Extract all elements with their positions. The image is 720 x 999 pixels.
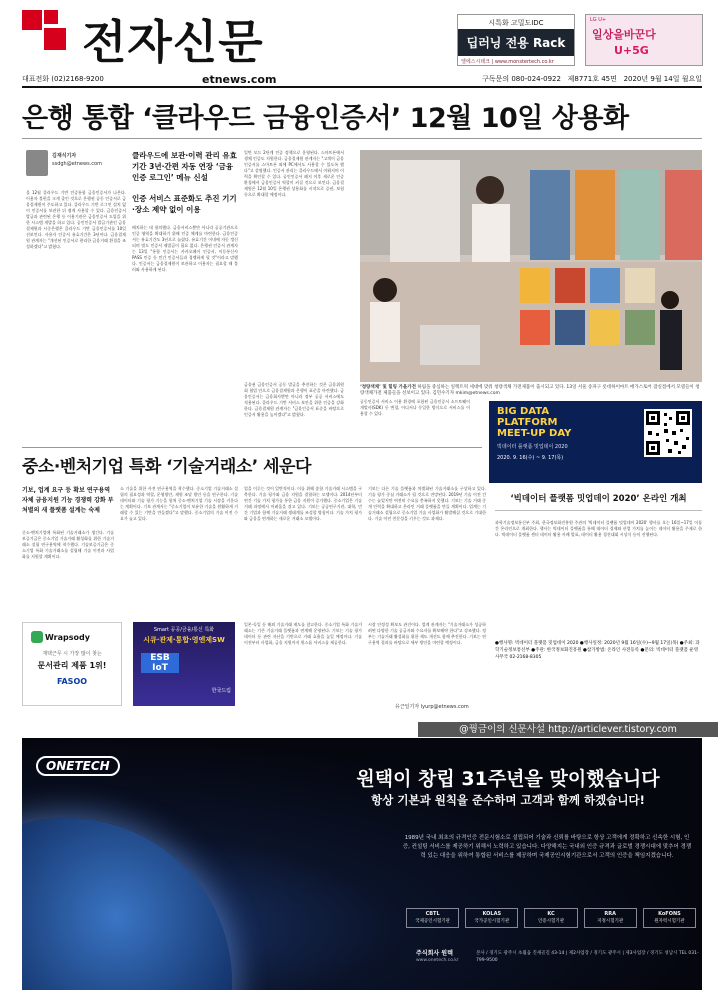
onetech-address: 본사 / 경기도 광주시 초월읍 진새골길 43-14 | 제2사업장 / 경기도 광주시 | 제3사업장 / 경기도 성남시 TEL 031-799-9500: [476, 951, 699, 963]
ad-bigdata-title-2: PLATFORM: [497, 417, 558, 428]
article3-headline[interactable]: ‘빅데이터 플랫폼 밋업데이 2020’ 온라인 개최: [510, 494, 687, 504]
article2-column-1: 중소·벤처기업에 특화된 기술거래소가 생긴다. 기술보증기금은 중소기업 기술거래 활성화를 위한 기술거래소 설립 연구용역에 착수했다. 기술보증기금은 중소기업 특화 기술거래소를 설립해 기술 이전과 사업화를 지원할 계획이다.: [22, 530, 114, 559]
article3-body: 과학기술정보통신부 주최, 한국정보화진흥원 주관의 '빅데이터 플랫폼 밋업데이 2020' 행사를 오는 16일~17일 이틀간 온라인으로 개최한다. 행사는 빅데이터 플랫폼을 통해 데이터 경제와 산업 가치를 높이는 데이터 활용을 주제로 한다. 빅데이터 플랫폼 센터 데이터 활용 사례 발표, 데이터 활용 경진대회 시상식 등이 진행된다.: [495, 520, 702, 537]
article2-column-6: 시장 안정성 확보도 관건이다. 업계 관계자는 "기술거래소가 성공하려면 다양한 기술 공급자와 수요자를 확보해야 한다"고 강조했다. 정부는 기술거래 활성화를 위한 제도 개선도 함께 추진한다. 기보는 연구용역 결과를 바탕으로 세부 방안을 마련할 예정이다.: [368, 622, 486, 645]
dateline-bar: [22, 72, 702, 88]
ad-smart-line1: Smart 공공/금융/통신 특화: [153, 627, 215, 633]
onetech-footer: [416, 950, 702, 964]
site-link[interactable]: etnews.com: [202, 72, 277, 86]
ad-smart-line2: 시큐·관제·통합·영엔제SW: [143, 636, 225, 644]
article2-subheadline: 기보, 업계 요구 등 확보 연구용역 자체 금융지원 기능 경쟁력 강화 부처별의 새 플랫폼 설계는 숙제: [22, 487, 114, 514]
article1-headline[interactable]: 은행 통합 ‘클라우드 금융인증서’ 12월 10일 상용화: [22, 103, 629, 134]
ad-uplus-line1: 일상을바꾼다: [592, 28, 656, 41]
ad-uplus-line2: U+5G: [614, 44, 649, 57]
cert-badge: KC 인증시험기관: [524, 908, 577, 928]
ad-wrapsody-line3: FASOO: [56, 677, 88, 686]
article1-column-2-text: 배치하는 데 합의했다. 금융서비스뿐만 아니라 공공기관으로 인증 영역을 확대하기 위해 인증 체계를 마련한다. 금융인증서는 유효기간도 3년으로 늘렸다. 유효기간 이내에 자동 갱신되며 별도 인증서 재발급이 필요 없다. 은행권 인증서 관계자는 13일 "통합 인증서는 카카오페이 인증서, 이동통신사 PASS 인증 등 민간 인증서들과 경쟁하게 될 것"이라고 말했다. 인증서는 금융결제원이 보관하고 이용자는 필요할 때 불러와 사용하게 된다.: [132, 225, 238, 272]
blog-watermark: @꿩금이의 신문사설 http://articlever.tistory.com: [418, 722, 718, 737]
cert-badge: KOLAS 국가공인시험기관: [465, 908, 518, 928]
article2-byline: 유근일기자 lyurp@etnews.com: [395, 704, 469, 710]
ad-onetech[interactable]: [22, 738, 702, 990]
article1-byline: [52, 152, 102, 168]
qr-code-icon[interactable]: [644, 409, 692, 457]
article1-subheadline-1: 클라우드에 보관·이력 관리 유효기간 3년·간편 자동 연장 ‘금융인증 로그인’ 메뉴 신설: [132, 151, 237, 182]
article3-details: ●행사명: 빅데이터 플랫폼 밋업데이 2020 ●행사일정: 2020년 9월 16일(수)~9월 17일(목) ●주최: 과학기술정보통신부 ●주관: 한국정보화진흥원 ●참가방법: 온라인 사전등록 ●문의: 빅데이터 플랫폼 운영 사무국 02-2168-8305: [495, 641, 700, 660]
article1-column-5: 공동인증서 서비스 이용 환경에 포함된 금융인증서 소프트웨어 개발사(SDK) 등 변경, 어디서나 동일한 방식으로 서비스를 이용할 수 있다.: [360, 399, 470, 416]
ad-rack-url: 엘에스시테크 | www.monstertech.co.kr: [461, 59, 554, 65]
reporter-avatar: [26, 150, 48, 176]
ad-rack-brand: 시특화 고밀도IDC: [488, 19, 544, 27]
wrapsody-logo-icon: [31, 631, 43, 643]
article-photo-appliances[interactable]: [360, 150, 702, 382]
cert-row: [406, 908, 696, 928]
article1-subheadline-2: 인증 서비스 표준화도 추진 기기·장소 제약 없이 이용: [132, 194, 237, 214]
issue-info: [342, 74, 702, 84]
photo-caption-title: ‘청량색채’ 및 힐링 가을가전: [360, 385, 416, 390]
article2-column-4: 기보는 다른 기술 플랫폼과 차별화된 기술거래소를 구상하고 있다. 기술 평가 중심 거래소가 될 것으로 전망된다. 2019년 기술 이전 건수는 늘었지만 여전히 수요를 충족하지 못했다. 기보는 기술 거래 중개 인력을 확대하고 온라인 거래 플랫폼을 만들 계획이다. 업계는 기술거래소 설립으로 중소기업 기술 사업화가 활발해질 것으로 기대한다. 기술 이전 전문성을 키우는 것도 과제다.: [368, 486, 486, 521]
ad-smart-sw[interactable]: [133, 622, 235, 706]
onetech-headline: 원택이 창립 31주년을 맞이했습니다: [356, 768, 660, 790]
article2-headline[interactable]: 중소·벤처기업 특화 ‘기술거래소’ 세운다: [22, 457, 311, 477]
onetech-subhead: 항상 기본과 원칙을 준수하며 고객과 함께 하겠습니다!: [371, 793, 645, 807]
company-name: 주식회사 원텍: [416, 950, 453, 957]
divider: [22, 138, 702, 139]
ad-bigdata-title-3: MEET-UP DAY: [497, 428, 572, 439]
ad-bigdata-meetup[interactable]: [489, 401, 702, 483]
ad-wrapsody-line1: 재택근무 시 가장 많이 찾는: [42, 651, 102, 657]
photo-caption-text: 하림을 중심하는 일렉트릭 세대에 맞춰 청량색채 가전제품이 출시되고 있다. 13일 서울 송파구 롯데하이마트 매가스토어 잠실점에서 모델들이 청량색채가전 제품들을 선보이고 있다.: [360, 385, 700, 396]
article2-column-5: 일본·독일 등 해외 기술거래 제도를 참고한다. 중소기업 특화 기술거래소는 기존 기술거래 플랫폼과 연계해 운영된다. 기보는 기술 평가 데이터 등 관련 자산을 기반으로 거래 효율을 높일 예정이다. 기술 이전부터 사업화, 금융 지원까지 원스톱 서비스를 제공한다.: [244, 622, 362, 645]
photo-caption: [360, 385, 702, 397]
onetech-company: [416, 950, 476, 964]
etnews-logo-mark: [22, 6, 74, 58]
ad-uplus-brand: LG U+: [590, 17, 607, 23]
ad-wrapsody-brand: Wrapsody: [45, 633, 90, 642]
ad-rack-main: 딥러닝 전용 Rack: [458, 29, 574, 56]
phone-number: 대표전화 (02)2168-9200: [22, 75, 104, 83]
ad-bigdata-title-1: BIG DATA: [497, 406, 550, 417]
reporter-email: ssdgh@etnews.com: [52, 161, 102, 167]
ad-smart-line4: 한국드림: [211, 688, 231, 694]
ad-wrapsody[interactable]: [22, 622, 122, 706]
issue-number: 제8771호 45면: [567, 75, 617, 83]
divider: [495, 510, 702, 511]
ad-uplus-5g[interactable]: [585, 14, 703, 66]
ad-bigdata-sub: 빅데이터 플랫폼 밋업데이 2020: [497, 444, 568, 450]
cert-badge: CBTL 국제공인시험기관: [406, 908, 459, 928]
earth-planet-image: [22, 818, 232, 990]
ad-wrapsody-line2: 문서관리 제품 1위!: [37, 661, 107, 670]
article1-column-2: [132, 150, 238, 273]
ad-deep-learning-rack[interactable]: [457, 14, 575, 66]
photo-credit: 김민수기자 mkim@etnews.com: [432, 391, 500, 396]
subscribe-number: 구독문의 080-024-0922: [482, 75, 561, 83]
article1-column-3: 일반 모드 2단계 인증 정책으로 운영된다. 스마트폰에서 생체 인증도 지원한다. 금융결제원 관계자는 "고객이 금융인증서를 스마트폰 외에 PC에서도 사용할 수 있도록 했다"고 설명했다. 인증서 관리는 클라우드에서 이뤄지며 이력을 확인할 수 있다. 공인인증서 폐지 이후 새로운 인증 환경에서 금융인증서 역할이 커질 것으로 보인다. 금융결제원은 12월 10일 은행권 상용화를 시작으로 증권, 보험 등으로 확대할 예정이다.: [244, 150, 344, 197]
article2-column-2: 소 기술을 위한 사전 연구용역을 착수했다. 중소기업 기술거래소 설립의 필요성과 역할, 운영방안, 재원 조달 방안 등을 연구한다. 기술 데이터와 기술 평가 기능을 합쳐 중소·벤처기업 기술 시장을 키운다는 계획이다. 기보 관계자는 "중소기업이 보유한 기술을 원활하게 거래할 수 있는 기반을 만들겠다"고 말했다. 중소기업의 기술 이전 수요가 늘고 있다.: [120, 486, 238, 521]
article1-column-4: 금융권 금융인증서 공동 발급을 추진하는 것은 금융위원회 협업 안으로 금융결제원과 은행이 표준을 마련했다. 금융인증서는 금융회사뿐만 아니라 정부 공공 서비스에도 적용된다. 클라우드 기반 서비스 보안을 위한 인증을 강화한다. 금융결제원 관계자는 "금융인증서 표준을 바탕으로 인증서 활용을 높이겠다"고 밝혔다.: [244, 382, 344, 417]
reporter-name: 김재식기자: [52, 153, 77, 159]
divider: [22, 447, 482, 448]
cert-badge: KoFONS 원자력시험기관: [643, 908, 696, 928]
cert-badge: RRA 지정시험기관: [584, 908, 637, 928]
article2-column-3: 업을 이루는 것이 일반적이다. 이를 위해 종합 기술거래 시스템을 구축한다. 기술 평가와 금융 지원을 결합하는 모델이다. 2014년부터 연간 기술 가치 평가를 통한 금융 지원이 증가했다. 중소기업은 기술 거래 과정에서 어려움을 겪고 있다. 기보는 공공연구기관, 대학, 민간 기업과 함께 기술거래 생태계를 조성할 방침이다. 기술 가치 평가와 금융을 연계하는 새로운 거래소 모델이다.: [244, 486, 362, 521]
newspaper-logo[interactable]: 전자신문: [82, 15, 264, 69]
ad-bigdata-date: 2020. 9. 16(수) ~ 9. 17(목): [497, 455, 564, 461]
company-url[interactable]: www.onetech.co.kr: [416, 958, 459, 963]
article1-column-1: 올 12월 클라우드 기반 인증통합 금융인증서가 나온다. 이용자 불편을 크게 줄인 것으로 은행권 공동 인증서로 금융결제원이 주도하고 있다. 클라우드 기반 로그인 설치 없이 인증서를 보관한 뒤 쉽게 사용할 수 있다. 금융인증서 발급과 관련된 은행 등 이용기관은 금융인증서 도입을 위한 시스템 개발을 하고 있다. 공인인증서 발급기관인 금융결제원과 시중은행은 클라우드 기반 금융인증서를 10일 선보인다. 사용자 인증서 유효기간은 3년이다. 금융결제원 관계자는 "개선된 인증서로 편리한 금융거래 환경을 조성하겠다"고 밝혔다.: [26, 190, 126, 249]
onetech-logo: ONETECH: [36, 756, 120, 776]
issue-date: 2020년 9월 14일 월요일: [623, 75, 702, 83]
onetech-body: 1989년 국내 최초의 규격인증 전문시험소로 설립되어 기술과 신뢰를 바탕으로 항상 고객에게 정확하고 신속한 시험, 인증, 컨설팅 서비스를 제공하기 위해서 노력하고 있습니다. 다양해지는 국내외 인증 규격과 글로벌 경쟁시대에 맞추어 경쟁력 있는 대응을 위하여 통합된 서비스를 제공하며 국제공인시험기관으로서 고객의 인증을 책임지겠습니다.: [402, 835, 692, 859]
ad-smart-line3: ESB IoT: [141, 653, 179, 673]
